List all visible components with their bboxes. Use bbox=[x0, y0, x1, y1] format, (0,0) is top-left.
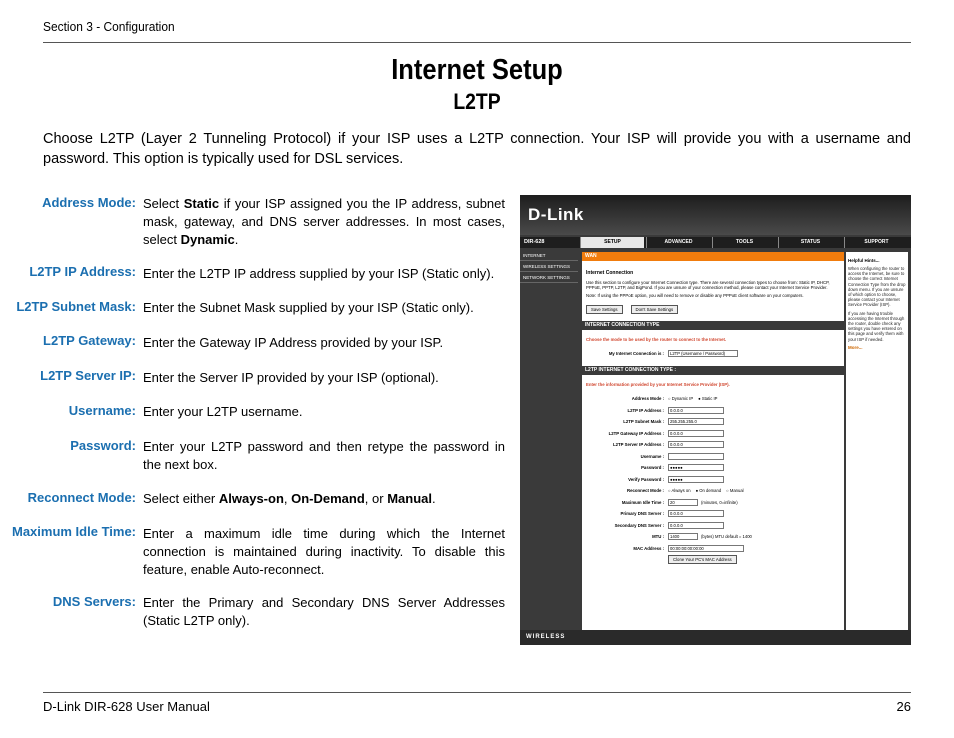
dynamic-ip-radio[interactable]: ○ Dynamic IP bbox=[668, 396, 694, 402]
username-input[interactable] bbox=[668, 453, 724, 460]
my-conn-label: My Internet Connection is : bbox=[608, 350, 664, 356]
on-demand-radio[interactable]: ● On demand bbox=[695, 488, 722, 494]
l2tp-bar: L2TP INTERNET CONNECTION TYPE : bbox=[582, 366, 844, 375]
pdns-input[interactable]: 0.0.0.0 bbox=[668, 510, 724, 517]
wan-bar: WAN bbox=[582, 252, 844, 261]
page-title: Internet Setup bbox=[391, 54, 563, 86]
server-label: L2TP Server IP Address : bbox=[612, 442, 664, 448]
tab-advanced[interactable]: ADVANCED bbox=[646, 237, 710, 248]
tab-tools[interactable]: TOOLS bbox=[712, 237, 776, 248]
desc-max-idle: Enter a maximum idle time during which the Internet connection is maintained during inactivity. To disable this feature, enable Auto-reconnect. bbox=[143, 526, 505, 577]
label-address-mode: Address Mode: bbox=[42, 195, 136, 210]
top-rule bbox=[43, 42, 911, 43]
mac-label: MAC Address : bbox=[633, 545, 664, 551]
page-subtitle: L2TP bbox=[453, 89, 501, 114]
desc-l2tp-mask: Enter the Subnet Mask supplied by your ISP (Static only). bbox=[143, 300, 474, 315]
ip-label: L2TP IP Address : bbox=[627, 407, 664, 413]
tab-support[interactable]: SUPPORT bbox=[844, 237, 908, 248]
mask-label: L2TP Subnet Mask : bbox=[623, 419, 664, 425]
desc-address-mode: Select Static if your ISP assigned you the IP address, subnet mask, gateway, and DNS server addresses. In most cases, select Dynamic. bbox=[143, 196, 505, 247]
mask-input[interactable]: 255.255.255.0 bbox=[668, 418, 724, 425]
tab-setup[interactable]: SETUP bbox=[580, 237, 644, 248]
router-header bbox=[520, 195, 911, 235]
desc-password: Enter your L2TP password and then retype the password in the next box. bbox=[143, 439, 505, 472]
label-username: Username: bbox=[68, 403, 136, 418]
ic-title: Internet Connection bbox=[586, 270, 634, 276]
help-title: Helpful Hints... bbox=[848, 258, 880, 263]
label-l2tp-mask: L2TP Subnet Mask: bbox=[16, 299, 136, 314]
ic-text: Use this section to configure your Internet Connection type. There are several connection types to choose from: Static IP, DHCP, PPPoE, PPTP, L2TP, and BigPond. If you are unsure of your connection method, please contact your Internet Service Provider. bbox=[586, 280, 830, 291]
footer-page-number: 26 bbox=[896, 699, 911, 714]
manual-radio[interactable]: ○ Manual bbox=[726, 488, 744, 494]
ip-input[interactable]: 0.0.0.0 bbox=[668, 407, 724, 414]
model-label: DIR-628 bbox=[524, 239, 545, 245]
idle-input[interactable]: 20 bbox=[668, 499, 698, 506]
desc-username: Enter your L2TP username. bbox=[143, 404, 303, 419]
mtu-input[interactable]: 1400 bbox=[668, 533, 698, 540]
ict-bar: INTERNET CONNECTION TYPE bbox=[582, 321, 844, 330]
desc-l2tp-gateway: Enter the Gateway IP Address provided by your ISP. bbox=[143, 335, 444, 350]
sidenav-wireless[interactable]: WIRELESS SETTINGS bbox=[520, 261, 578, 272]
label-reconnect: Reconnect Mode: bbox=[27, 490, 136, 505]
dont-save-button[interactable]: Don't Save Settings bbox=[631, 305, 679, 314]
password-input[interactable]: ●●●●● bbox=[668, 464, 724, 471]
label-max-idle: Maximum Idle Time: bbox=[11, 524, 136, 539]
footer-manual-title: D-Link DIR-628 User Manual bbox=[43, 699, 210, 714]
verify-label: Verify Password : bbox=[628, 476, 664, 482]
label-l2tp-server: L2TP Server IP: bbox=[40, 368, 136, 383]
tab-status[interactable]: STATUS bbox=[778, 237, 842, 248]
choose-text: Choose the mode to be used by the router to connect to the Internet. bbox=[586, 336, 727, 342]
pdns-label: Primary DNS Server : bbox=[620, 511, 664, 517]
idle-note: (minutes, 0=infinite) bbox=[701, 499, 738, 505]
router-sidenav bbox=[520, 250, 578, 630]
gateway-label: L2TP Gateway IP Address : bbox=[608, 430, 664, 436]
router-tabs bbox=[520, 237, 911, 248]
section-header: Section 3 - Configuration bbox=[43, 19, 175, 34]
label-dns: DNS Servers: bbox=[52, 594, 136, 609]
help-more-link[interactable]: More... bbox=[848, 344, 863, 350]
sdns-label: Secondary DNS Server : bbox=[614, 522, 664, 528]
address-mode-label: Address Mode : bbox=[631, 396, 664, 402]
mtu-note: (bytes) MTU default = 1400 bbox=[701, 534, 752, 540]
ic-note: Note: If using the PPPoE option, you will need to remove or disable any PPPoE client software on your computers. bbox=[586, 293, 804, 299]
label-password: Password: bbox=[70, 438, 136, 453]
gateway-input[interactable]: 0.0.0.0 bbox=[668, 430, 724, 437]
l2tp-text: Enter the information provided by your Internet Service Provider (ISP). bbox=[586, 382, 730, 388]
password-label: Password : bbox=[641, 465, 664, 471]
desc-l2tp-ip: Enter the L2TP IP address supplied by your ISP (Static only). bbox=[143, 266, 495, 281]
idle-label: Maximum Idle Time : bbox=[621, 499, 664, 505]
sidenav-network[interactable]: NETWORK SETTINGS bbox=[520, 272, 578, 283]
help-text-1: When configuring the router to access the Internet, be sure to choose the correct Internet Connection Type from the drop down menu. If you are unsure of which option to choose, please contact your Internet Service Provider (ISP). bbox=[848, 266, 906, 308]
mac-input[interactable]: 00:00:00:00:00:00 bbox=[668, 545, 744, 552]
sdns-input[interactable]: 0.0.0.0 bbox=[668, 522, 724, 529]
wireless-footer-text: WIRELESS bbox=[526, 634, 566, 640]
sidenav-internet[interactable]: INTERNET bbox=[520, 250, 578, 261]
save-settings-button[interactable]: Save Settings bbox=[586, 305, 623, 314]
desc-reconnect: Select either Always-on, On-Demand, or Manual. bbox=[143, 491, 436, 506]
static-ip-radio[interactable]: ● Static IP bbox=[698, 396, 718, 402]
mtu-label: MTU : bbox=[652, 534, 664, 540]
always-on-radio[interactable]: ○ Always on bbox=[668, 488, 691, 494]
help-text-2: If you are having trouble accessing the Internet through the router, double check any settings you have entered on this page and verify them with your ISP if needed. bbox=[848, 310, 905, 342]
connection-select[interactable]: L2TP (Username / Password) bbox=[668, 350, 738, 357]
reconnect-label: Reconnect Mode : bbox=[626, 488, 664, 494]
label-l2tp-ip: L2TP IP Address: bbox=[29, 264, 136, 279]
desc-l2tp-server: Enter the Server IP provided by your ISP (optional). bbox=[143, 370, 439, 385]
username-label: Username : bbox=[640, 453, 664, 459]
clone-mac-button[interactable]: Clone Your PC's MAC Address bbox=[668, 555, 737, 564]
desc-dns: Enter the Primary and Secondary DNS Server Addresses (Static L2TP only). bbox=[143, 595, 505, 628]
router-footer bbox=[520, 630, 911, 645]
server-input[interactable]: 0.0.0.0 bbox=[668, 441, 724, 448]
bottom-rule bbox=[43, 692, 911, 693]
router-screenshot bbox=[520, 195, 911, 645]
router-content bbox=[582, 252, 844, 630]
dlink-logo: D-Link bbox=[528, 205, 584, 224]
verify-input[interactable]: ●●●●● bbox=[668, 476, 724, 483]
label-l2tp-gateway: L2TP Gateway: bbox=[43, 333, 136, 348]
intro-paragraph: Choose L2TP (Layer 2 Tunneling Protocol) if your ISP uses a L2TP connection. Your ISP will provide you with a username and password. This option is typically used for DSL services. bbox=[43, 131, 911, 167]
router-help bbox=[846, 252, 908, 630]
